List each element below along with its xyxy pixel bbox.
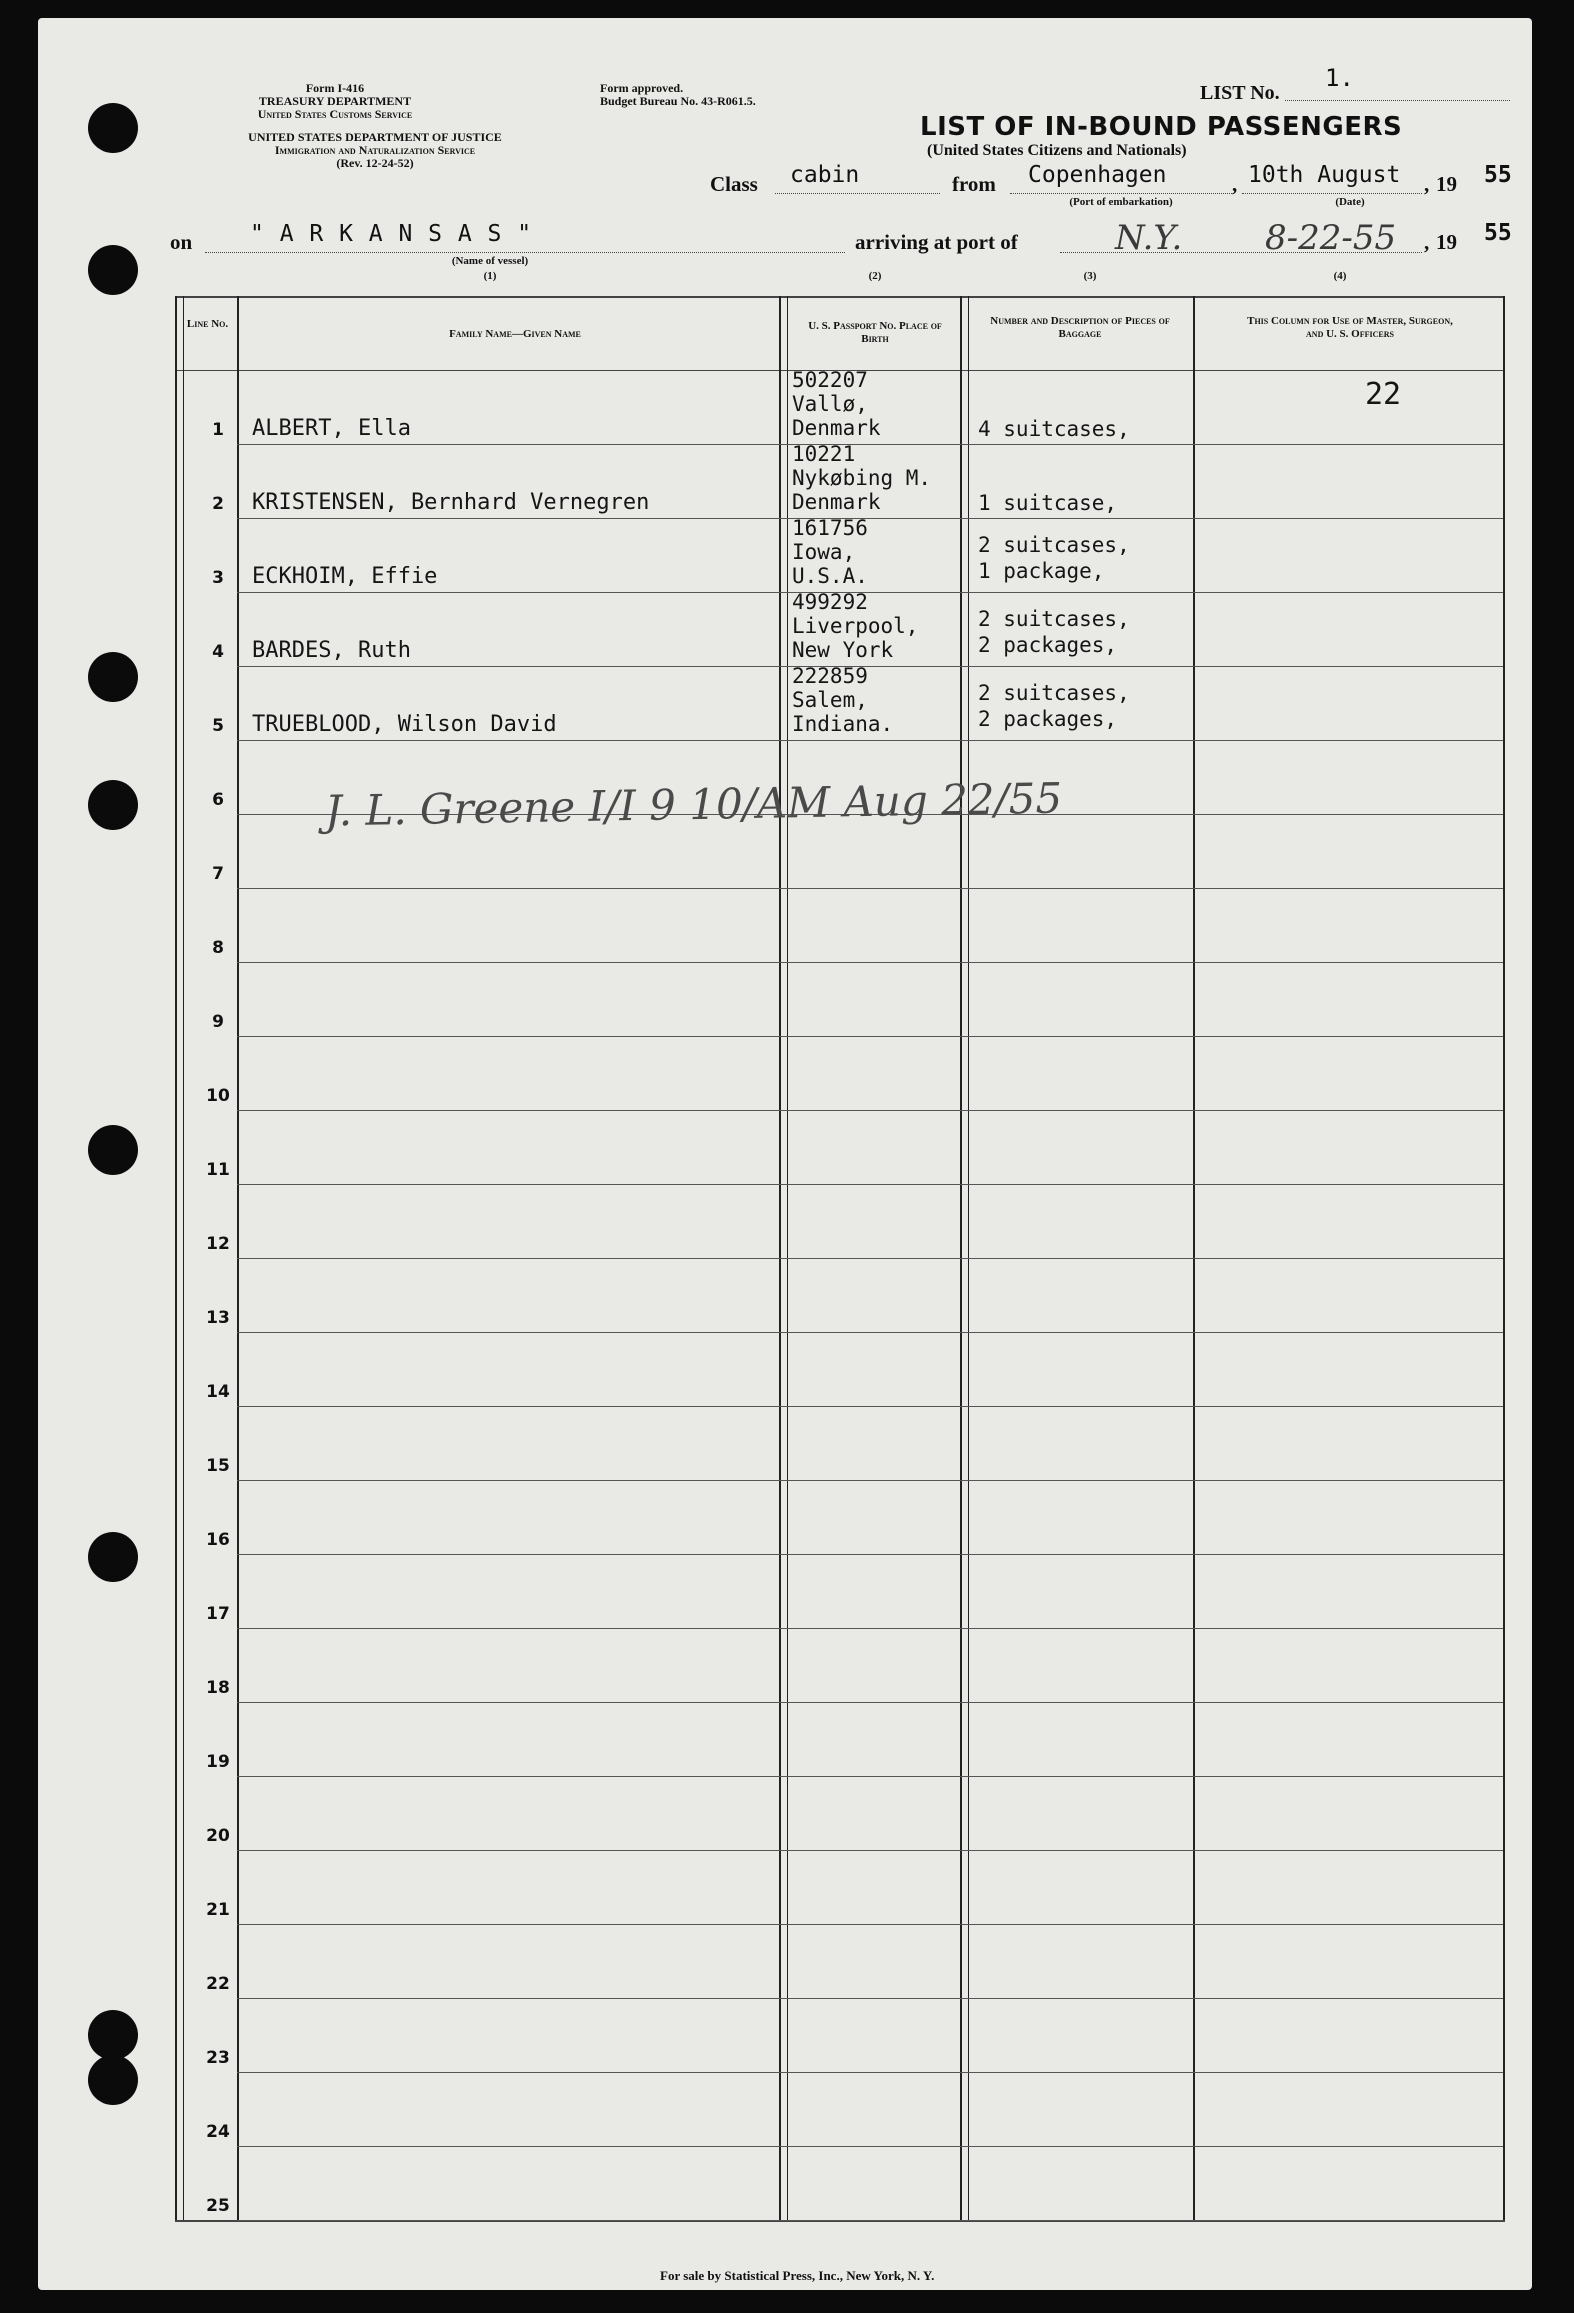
punch-hole <box>88 2055 138 2105</box>
line-number: 18 <box>206 1678 230 1698</box>
line-number: 4 <box>212 642 224 662</box>
class-label: Class <box>710 172 758 196</box>
vessel-name: " A R K A N S A S " <box>250 221 533 247</box>
row-divider <box>237 1702 1503 1703</box>
punch-hole <box>88 103 138 153</box>
from-label: from <box>952 172 996 196</box>
line-number: 16 <box>206 1530 230 1550</box>
line-number: 9 <box>212 1012 224 1032</box>
row-divider <box>237 888 1503 889</box>
customs-service: United States Customs Service <box>257 107 413 121</box>
class-value: cabin <box>790 162 860 188</box>
passport-birthplace: 499292 Liverpool, New York <box>792 590 919 662</box>
line-number: 13 <box>206 1308 230 1328</box>
baggage-description: 2 suitcases, 1 package, <box>978 533 1130 583</box>
row-divider <box>237 1998 1503 1999</box>
punch-hole <box>88 245 138 295</box>
baggage-description: 4 suitcases, <box>978 417 1130 441</box>
form-number: Form I-416 <box>305 81 365 95</box>
passport-birthplace: 10221 Nykøbing M. Denmark <box>792 442 932 514</box>
row-divider <box>237 1628 1503 1629</box>
date-value: 10th August <box>1248 162 1401 188</box>
passport-birthplace: 502207 Vallø, Denmark <box>792 368 881 440</box>
row-divider <box>237 518 1503 519</box>
row-divider <box>237 2072 1503 2073</box>
port-value: Copenhagen <box>1028 162 1167 188</box>
row-divider <box>237 2146 1503 2147</box>
passenger-name: BARDES, Ruth <box>252 638 411 663</box>
arrival-date-handwritten: 8-22-55 <box>1265 218 1397 258</box>
passenger-name: KRISTENSEN, Bernhard Vernegren <box>252 490 650 515</box>
col-baggage: Number and Description of Pieces of Baggage <box>990 315 1170 340</box>
line-number: 22 <box>206 1974 230 1994</box>
row-divider <box>237 962 1503 963</box>
document-sheet <box>38 18 1532 2290</box>
year-suffix: 55 <box>1484 162 1512 188</box>
row-divider <box>237 1924 1503 1925</box>
handwritten-inspection-note: J. L. Greene I/I 9 10/AM Aug 22/55 <box>324 773 1063 836</box>
line-number: 2 <box>212 494 224 514</box>
row-divider <box>237 1036 1503 1037</box>
row-divider <box>237 1554 1503 1555</box>
line-number: 21 <box>206 1900 230 1920</box>
baggage-description: 2 suitcases, 2 packages, <box>978 607 1130 657</box>
form-title: LIST OF IN-BOUND PASSENGERS <box>920 112 1403 142</box>
on-label: on <box>170 230 193 254</box>
row-divider <box>237 1184 1503 1185</box>
punch-hole <box>88 1532 138 1582</box>
col-passport: U. S. Passport No. Place of Birth <box>808 320 942 345</box>
row-divider <box>237 1850 1503 1851</box>
col-line-no: Line No. <box>186 318 229 330</box>
line-number: 25 <box>206 2196 230 2216</box>
passenger-name: ALBERT, Ella <box>252 416 411 441</box>
budget-bureau: Budget Bureau No. 43-R061.5. <box>600 94 756 108</box>
punch-hole <box>88 2010 138 2060</box>
col-name: Family Name—Given Name <box>449 328 581 340</box>
line-number: 10 <box>206 1086 230 1106</box>
punch-hole <box>88 1125 138 1175</box>
line-number: 15 <box>206 1456 230 1476</box>
revision: (Rev. 12-24-52) <box>336 156 414 170</box>
date-caption: (Date) <box>1335 196 1365 208</box>
line-number: 6 <box>212 790 224 810</box>
line-number: 24 <box>206 2122 230 2142</box>
line-number: 5 <box>212 716 224 736</box>
punch-hole <box>88 652 138 702</box>
arrival-port-handwritten: N.Y. <box>1115 218 1183 258</box>
arrival-year-prefix: 19 <box>1436 230 1457 254</box>
dept-treasury: TREASURY DEPARTMENT <box>258 94 412 108</box>
port-caption: (Port of embarkation) <box>1069 196 1173 208</box>
ins-service: Immigration and Naturalization Service <box>274 143 476 157</box>
row-divider <box>237 1480 1503 1481</box>
officer-note: 22 <box>1365 377 1402 412</box>
line-number: 3 <box>212 568 224 588</box>
arriving-label: arriving at port of <box>855 230 1018 254</box>
column-caption-4: (4) <box>1333 270 1347 282</box>
line-number: 8 <box>212 938 224 958</box>
row-divider <box>237 1258 1503 1259</box>
row-divider <box>237 1406 1503 1407</box>
form-subtitle: (United States Citizens and Nationals) <box>927 142 1187 159</box>
column-caption-2: (2) <box>868 270 882 282</box>
line-number: 20 <box>206 1826 230 1846</box>
line-number: 12 <box>206 1234 230 1254</box>
punch-hole <box>88 780 138 830</box>
line-number: 23 <box>206 2048 230 2068</box>
passport-birthplace: 222859 Salem, Indiana. <box>792 664 894 736</box>
row-divider <box>237 1110 1503 1111</box>
column-caption-3: (3) <box>1083 270 1097 282</box>
line-number: 11 <box>206 1160 230 1180</box>
line-number: 1 <box>212 420 224 440</box>
passport-birthplace: 161756 Iowa, U.S.A. <box>792 516 868 588</box>
row-divider <box>237 2220 1503 2221</box>
row-divider <box>237 1332 1503 1333</box>
col-officers: This Column for Use of Master, Surgeon, and U. S. Officers <box>1247 315 1453 340</box>
row-divider <box>237 1776 1503 1777</box>
row-divider <box>237 740 1503 741</box>
line-number: 17 <box>206 1604 230 1624</box>
list-no-label: LIST No. <box>1200 82 1280 104</box>
line-number: 19 <box>206 1752 230 1772</box>
footer-printer: For sale by Statistical Press, Inc., New York, N. Y. <box>660 2268 935 2283</box>
baggage-description: 1 suitcase, <box>978 491 1118 515</box>
arrival-year-suffix: 55 <box>1484 220 1512 246</box>
form-approved: Form approved. <box>600 81 684 95</box>
year-prefix: 19 <box>1436 172 1457 196</box>
passenger-name: ECKHOIM, Effie <box>252 564 438 589</box>
dept-justice: UNITED STATES DEPARTMENT OF JUSTICE <box>248 130 502 144</box>
baggage-description: 2 suitcases, 2 packages, <box>978 681 1130 731</box>
passenger-name: TRUEBLOOD, Wilson David <box>252 712 557 737</box>
line-number: 14 <box>206 1382 230 1402</box>
list-no-value: 1. <box>1325 64 1354 92</box>
line-number: 7 <box>212 864 224 884</box>
column-caption-1: (1) <box>483 270 497 282</box>
vessel-caption: (Name of vessel) <box>451 255 529 267</box>
